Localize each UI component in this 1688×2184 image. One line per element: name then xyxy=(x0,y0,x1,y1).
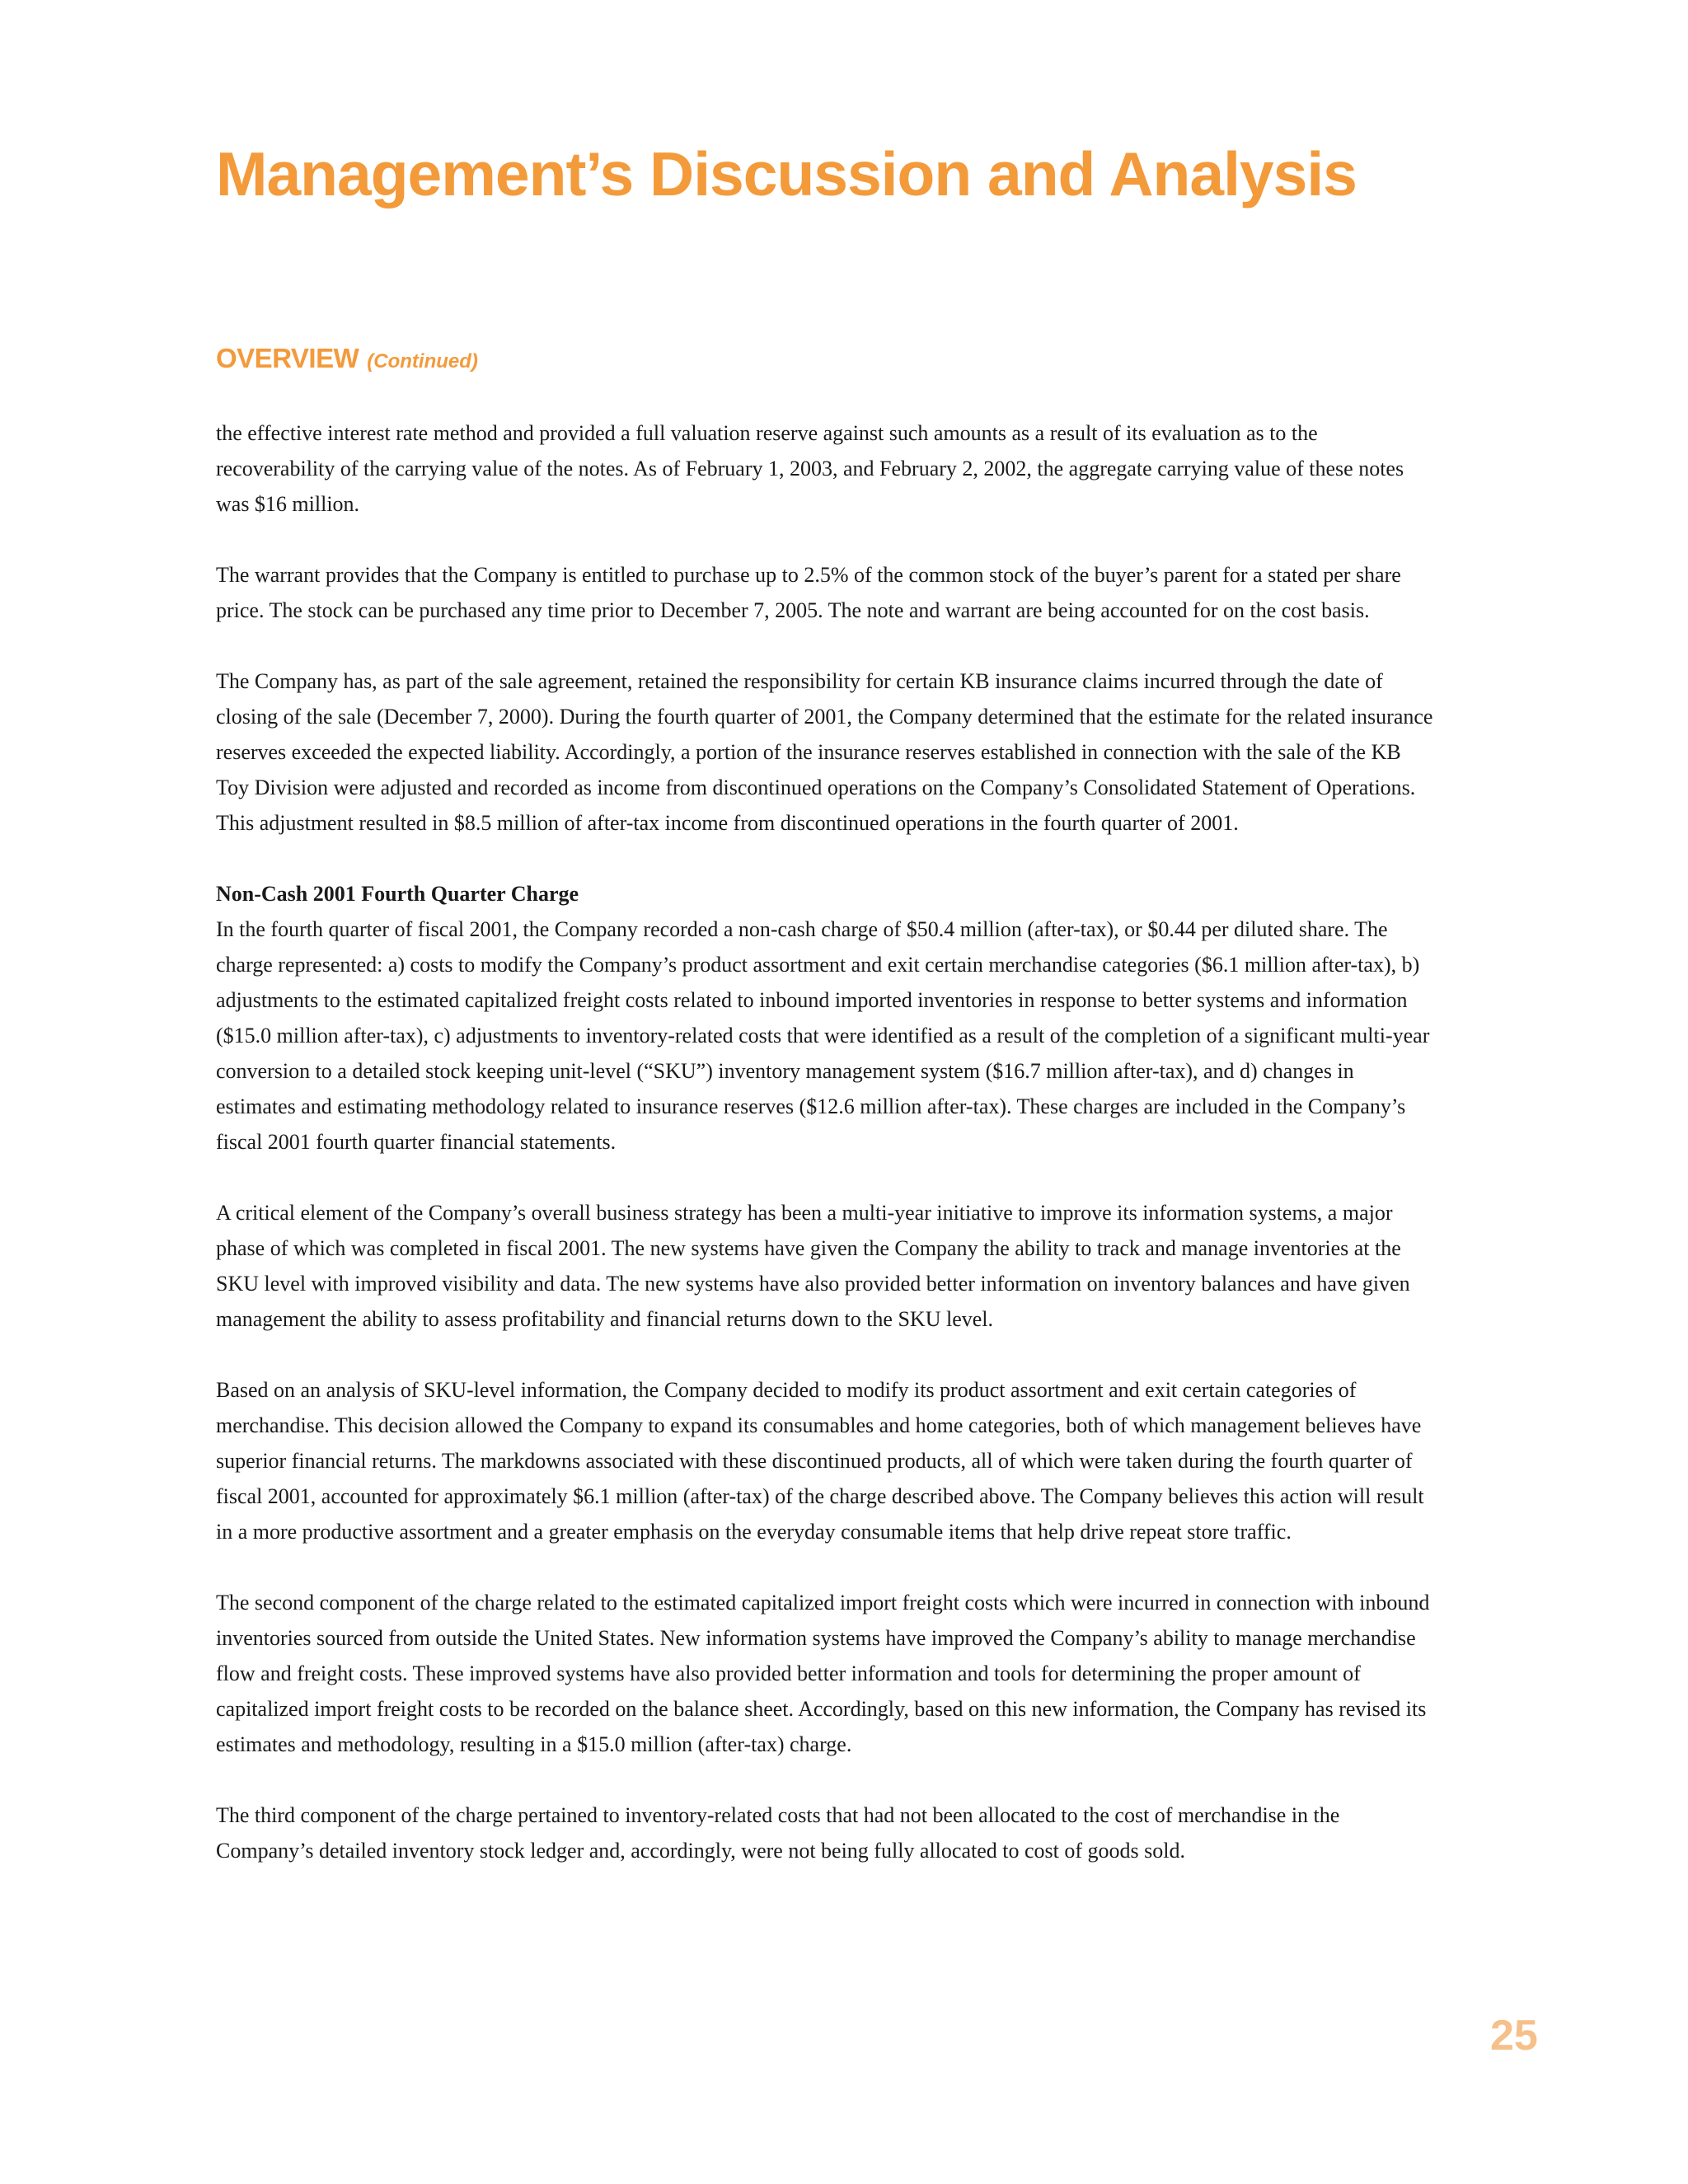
paragraph-6: Based on an analysis of SKU-level information, the Company decided to modify its product assortment and exit certain categories of merchandise. This decision allowed the Company to expand its consumables and home categories, both of which management believes have superior financial returns. The markdowns associated with these discontinued products, all of which were taken during the fourth quarter of fiscal 2001, accounted for approximately $6.1 million (after-tax) of the charge described above. The Company believes this action will result in a more productive assortment and a greater emphasis on the everyday consumable items that help drive repeat store traffic. xyxy=(216,1378,1424,1544)
paragraph-7: The second component of the charge related to the estimated capitalized import freight costs which were incurred in connection with inbound inventories sourced from outside the United States. New information systems have improved the Company’s ability to manage merchandise flow and freight costs. These improved systems have also provided better information and tools for determining the proper amount of capitalized import freight costs to be recorded on the balance sheet. Accordingly, based on this new information, the Company has revised its estimates and methodology, resulting in a $15.0 million (after-tax) charge. xyxy=(216,1591,1430,1756)
paragraph-3: The Company has, as part of the sale agreement, retained the responsibility for certain KB insurance claims incurred through the date of closing of the sale (December 7, 2000). During the fourth quarter of 2001, the Company determined that the estimate for the related insurance reserves exceeded the expected liability. Accordingly, a portion of the insurance reserves established in connection with the sale of the KB Toy Division were adjusted and recorded as income from discontinued operations on the Company’s Consolidated Statement of Operations. This adjustment resulted in $8.5 million of after-tax income from discontinued operations in the fourth quarter of 2001. xyxy=(216,669,1433,835)
paragraph-4: In the fourth quarter of fiscal 2001, the Company recorded a non-cash charge of $50.4 million (after-tax), or $0.44 per diluted share. The charge represented: a) costs to modify the Company’s product assortment and exit certain merchandise categories ($6.1 million after-tax), b) adjustments to the estimated capitalized freight costs related to inbound imported inventories in response to better systems and information ($15.0 million after-tax), c) adjustments to inventory-related costs that were identified as a result of the completion of a significant multi-year conversion to a detailed stock keeping unit-level (“SKU”) inventory management system ($16.7 million after-tax), and d) changes in estimates and estimating methodology related to insurance reserves ($12.6 million after-tax). These charges are included in the Company’s fiscal 2001 fourth quarter financial statements. xyxy=(216,917,1430,1154)
page-title: Management’s Discussion and Analysis xyxy=(216,139,1357,209)
body-text xyxy=(216,415,1436,1868)
paragraph-2: The warrant provides that the Company is entitled to purchase up to 2.5% of the common stock of the buyer’s parent for a stated per share price. The stock can be purchased any time prior to December 7, 2005. The note and warrant are being accounted for on the cost basis. xyxy=(216,563,1401,622)
section-continued-label: (Continued) xyxy=(367,350,478,373)
subsection-heading: Non-Cash 2001 Fourth Quarter Charge xyxy=(216,882,579,906)
section-heading xyxy=(216,344,478,372)
section-title: OVERVIEW xyxy=(216,343,359,373)
paragraph-5: A critical element of the Company’s overall business strategy has been a multi-year initiative to improve its information systems, a major phase of which was completed in fiscal 2001. The new systems have given the Company the ability to track and manage inventories at the SKU level with improved visibility and data. The new systems have also provided better information on inventory balances and have given management the ability to assess profitability and financial returns down to the SKU level. xyxy=(216,1201,1410,1331)
paragraph-8: The third component of the charge pertained to inventory-related costs that had not been allocated to the cost of merchandise in the Company’s detailed inventory stock ledger and, accordingly, were not being fully allocated to cost of goods sold. xyxy=(216,1803,1340,1863)
paragraph-1: the effective interest rate method and provided a full valuation reserve against such amounts as a result of its evaluation as to the recoverability of the carrying value of the notes. As of February 1, 2003, and February 2, 2002, the aggregate carrying value of these notes was $16 million. xyxy=(216,421,1404,516)
page-number: 25 xyxy=(1490,2012,1538,2060)
